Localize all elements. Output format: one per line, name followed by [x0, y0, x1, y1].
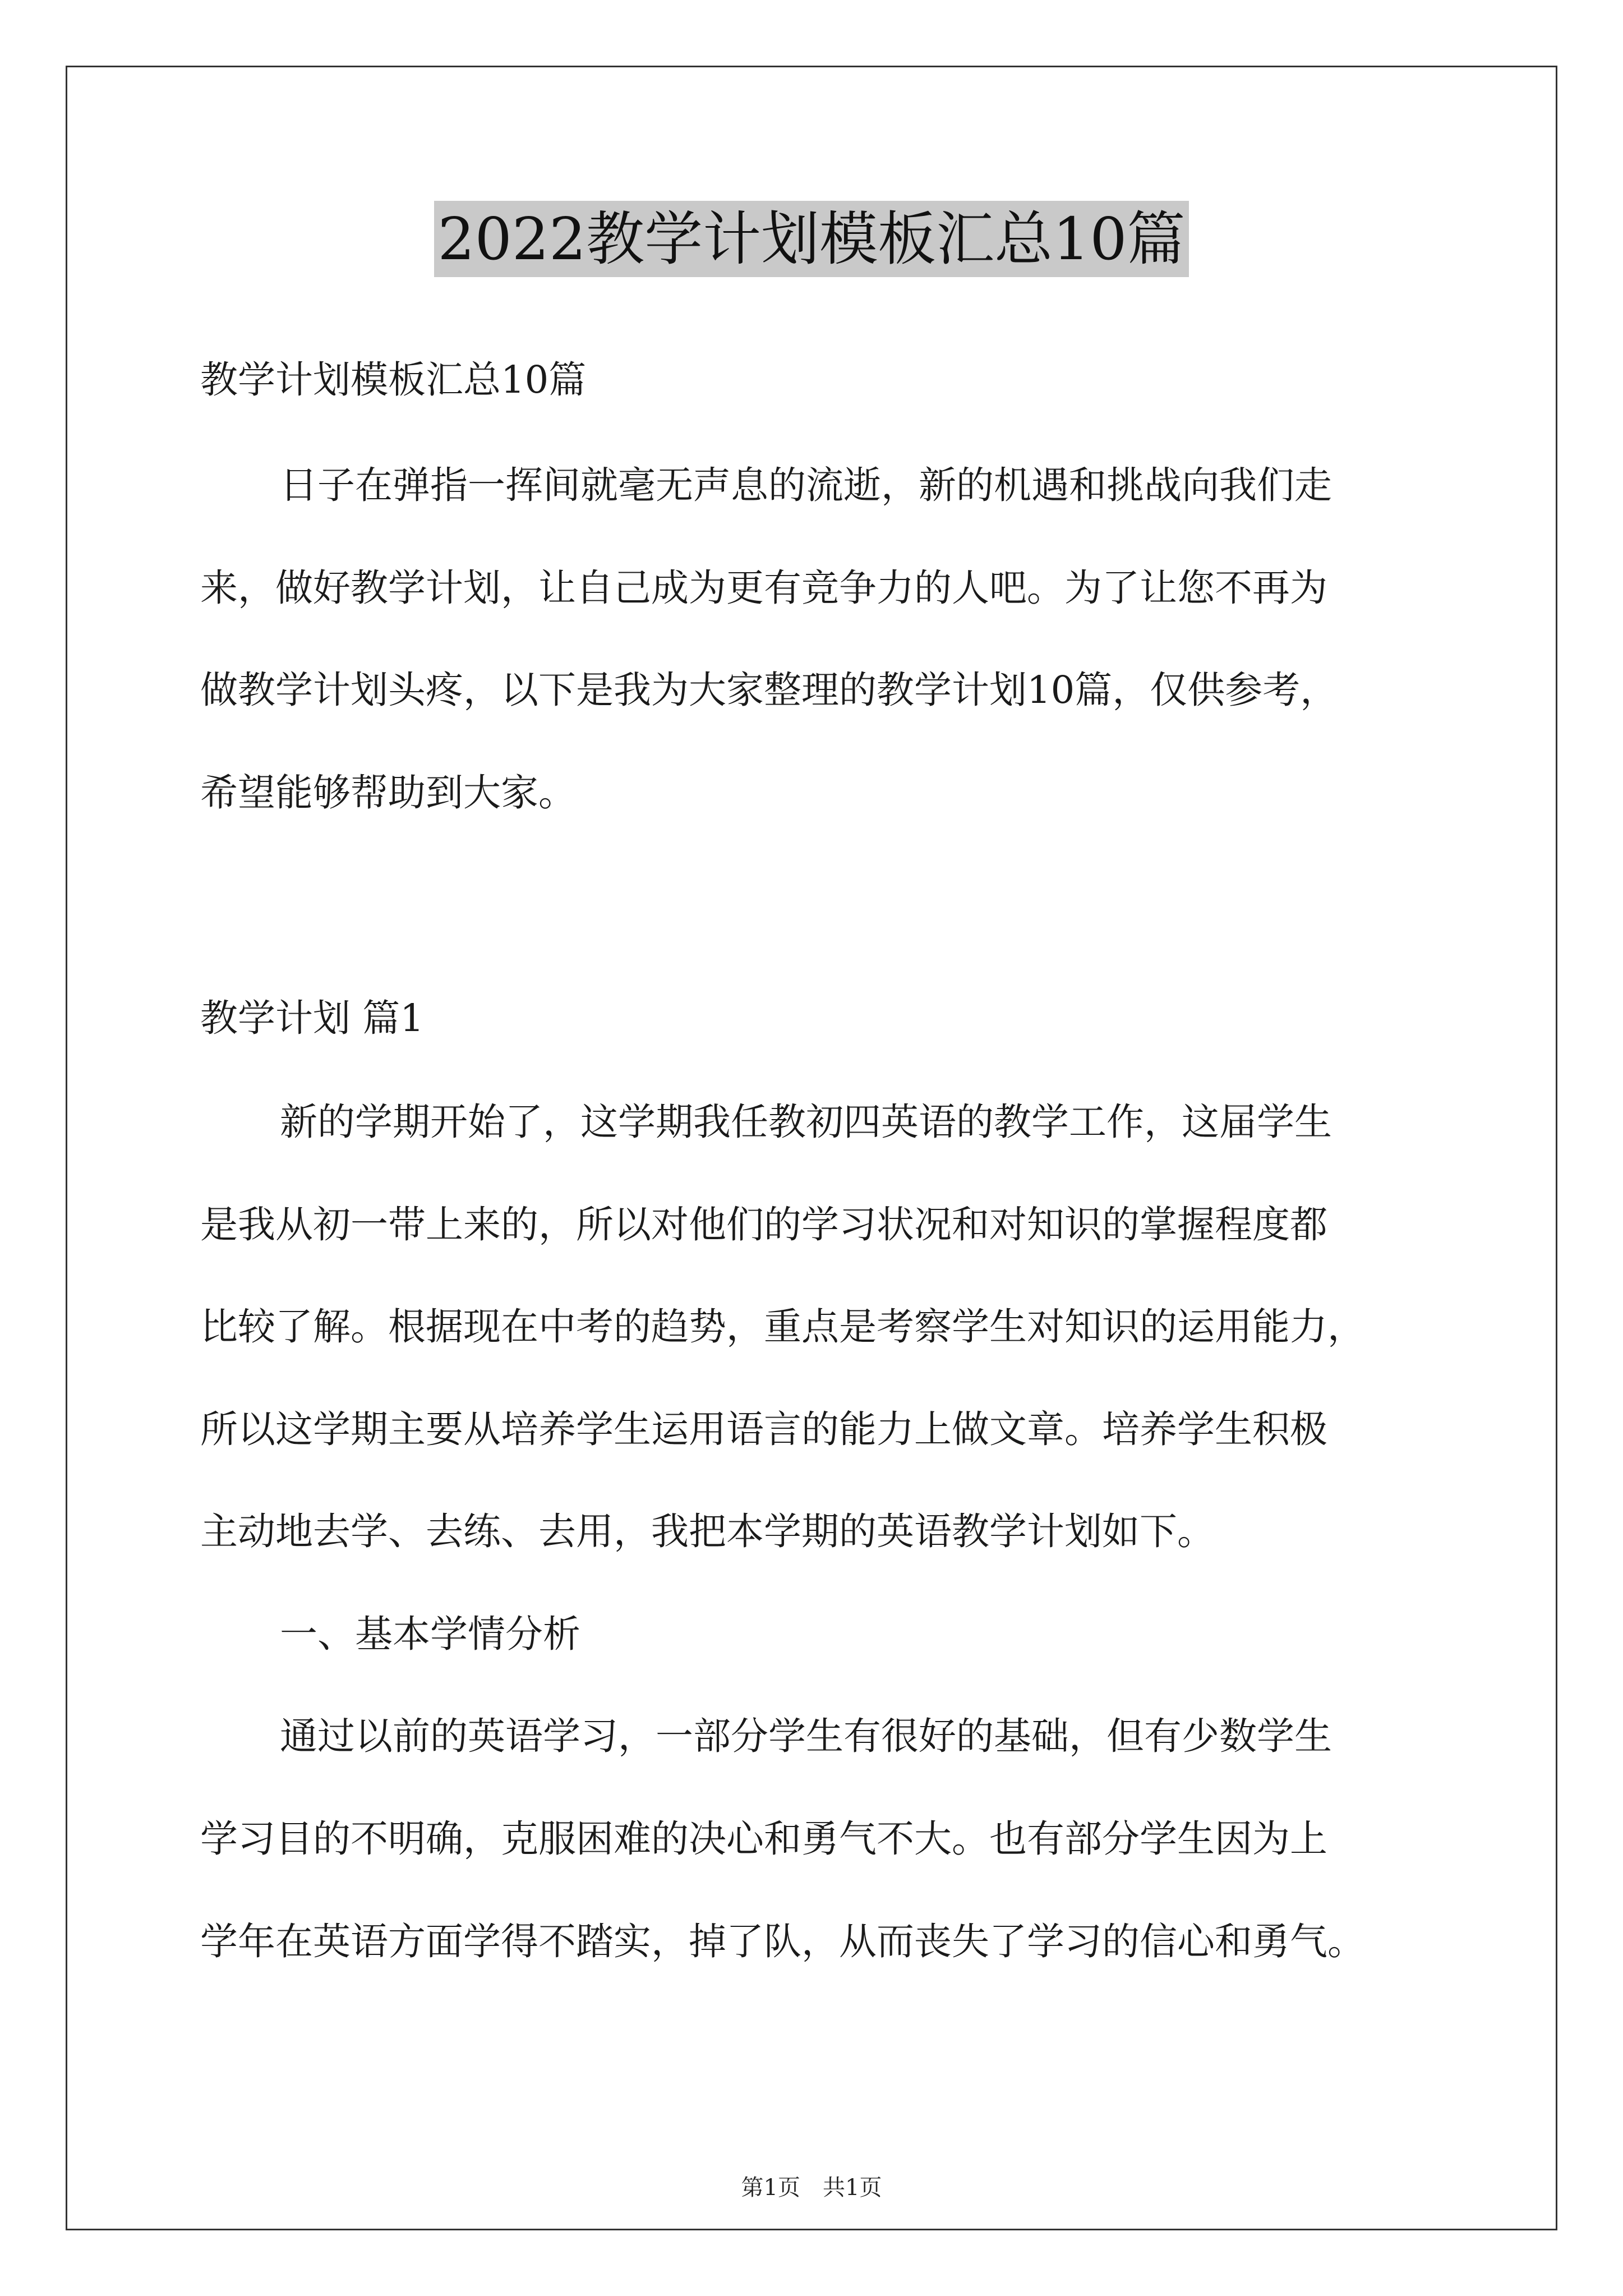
- page-footer: 第1页 共1页: [741, 2175, 882, 2201]
- body-line: 比较了解。根据现在中考的趋势，重点是考察学生对知识的运用能力，: [200, 1305, 1365, 1349]
- body-line: 是我从初一带上来的，所以对他们的学习状况和对知识的掌握程度都: [200, 1203, 1327, 1246]
- body-line: 学年在英语方面学得不踏实，掉了队，从而丧失了学习的信心和勇气。: [200, 1920, 1365, 1963]
- section-heading: 教学计划 篇1: [200, 996, 424, 1040]
- body-line: 学习目的不明确，克服困难的决心和勇气不大。也有部分学生因为上: [200, 1817, 1327, 1861]
- intro-line: 做教学计划头疼，以下是我为大家整理的教学计划10篇，仅供参考，: [200, 668, 1338, 712]
- body-line: 通过以前的英语学习，一部分学生有很好的基础，但有少数学生: [280, 1714, 1332, 1758]
- title-wrap: [0, 201, 1623, 277]
- body-line: 所以这学期主要从培养学生运用语言的能力上做文章。培养学生积极: [200, 1407, 1327, 1451]
- subtitle: 教学计划模板汇总10篇: [200, 358, 587, 402]
- body-line: 新的学期开始了，这学期我任教初四英语的教学工作，这届学生: [280, 1100, 1332, 1144]
- body-line: 主动地去学、去练、去用，我把本学期的英语教学计划如下。: [200, 1510, 1215, 1553]
- page-title: 2022教学计划模板汇总10篇: [434, 201, 1188, 277]
- intro-line: 日子在弹指一挥间就毫无声息的流逝，新的机遇和挑战向我们走: [280, 463, 1332, 507]
- intro-line: 希望能够帮助到大家。: [200, 771, 576, 815]
- intro-line: 来，做好教学计划，让自己成为更有竞争力的人吧。为了让您不再为: [200, 566, 1327, 610]
- subsection-heading: 一、基本学情分析: [280, 1612, 580, 1656]
